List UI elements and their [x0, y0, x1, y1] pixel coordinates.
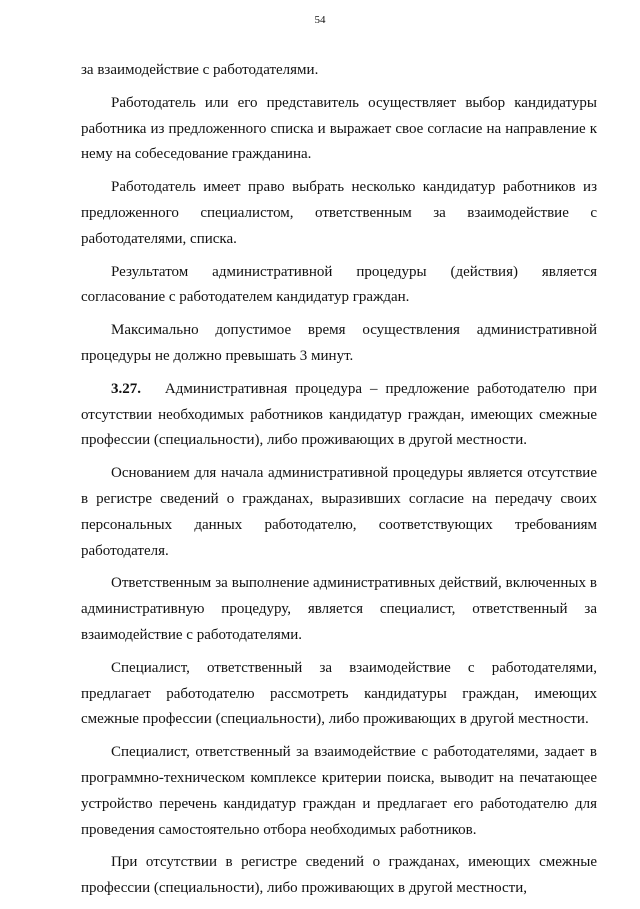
- paragraph-text: Работодатель имеет право выбрать несколько кандидатур работников из предложенного специалистом, ответственным за взаимодействие с работодателями, списка.: [81, 179, 597, 247]
- paragraph: [81, 175, 597, 252]
- paragraph-text: за взаимодействие с работодателями.: [81, 62, 319, 78]
- paragraph: [81, 260, 597, 312]
- paragraph-text: Основанием для начала административной процедуры является отсутствие в регистре сведений о гражданах, выразивших согласие на передачу своих персональных данных работодателю, соответствующих требованиям работодателя.: [81, 465, 597, 559]
- paragraph-text: При отсутствии в регистре сведений о гражданах, имеющих смежные профессии (специальности), либо проживающих в другой местности,: [81, 854, 597, 897]
- paragraph: [81, 91, 597, 168]
- paragraph-text: Специалист, ответственный за взаимодействие с работодателями, задает в программно-техническом комплексе критерии поиска, выводит на печатающее устройство перечень кандидатур граждан и предлагает его работодателю для проведения самостоятельно отбора необходимых работников.: [81, 744, 597, 838]
- paragraph: [81, 58, 597, 84]
- page-number: 54: [314, 14, 326, 26]
- paragraph-text: Работодатель или его представитель осуществляет выбор кандидатуры работника из предложенного списка и выражает свое согласие на направление к нему на собеседование гражданина.: [81, 94, 597, 163]
- paragraph: [81, 656, 597, 733]
- paragraph-text: Специалист, ответственный за взаимодействие с работодателями, предлагает работодателю рассмотреть кандидатуры граждан, имеющих смежные профессии (специальности), либо проживающих в другой местности.: [81, 659, 597, 728]
- paragraph-text: Результатом административной процедуры (действия) является согласование с работодателем кандидатур граждан.: [81, 263, 597, 306]
- paragraph: [81, 740, 597, 843]
- paragraph: [81, 571, 597, 648]
- paragraph-text: Административная процедура – предложение работодателю при отсутствии необходимых работников кандидатур граждан, имеющих смежные профессии (специальности), либо проживающих в другой местности.: [81, 380, 598, 449]
- paragraph: [81, 318, 597, 370]
- document-body: [81, 58, 597, 909]
- paragraph-text: Ответственным за выполнение административных действий, включенных в административную процедуру, является специалист, ответственный за взаимодействие с работодателями.: [81, 575, 597, 643]
- paragraph: [81, 377, 597, 454]
- section-number: 3.27.: [111, 380, 141, 397]
- paragraph: [81, 461, 597, 564]
- paragraph: [81, 850, 597, 902]
- paragraph-text: Максимально допустимое время осуществления административной процедуры не должно превышать 3 минут.: [81, 322, 597, 364]
